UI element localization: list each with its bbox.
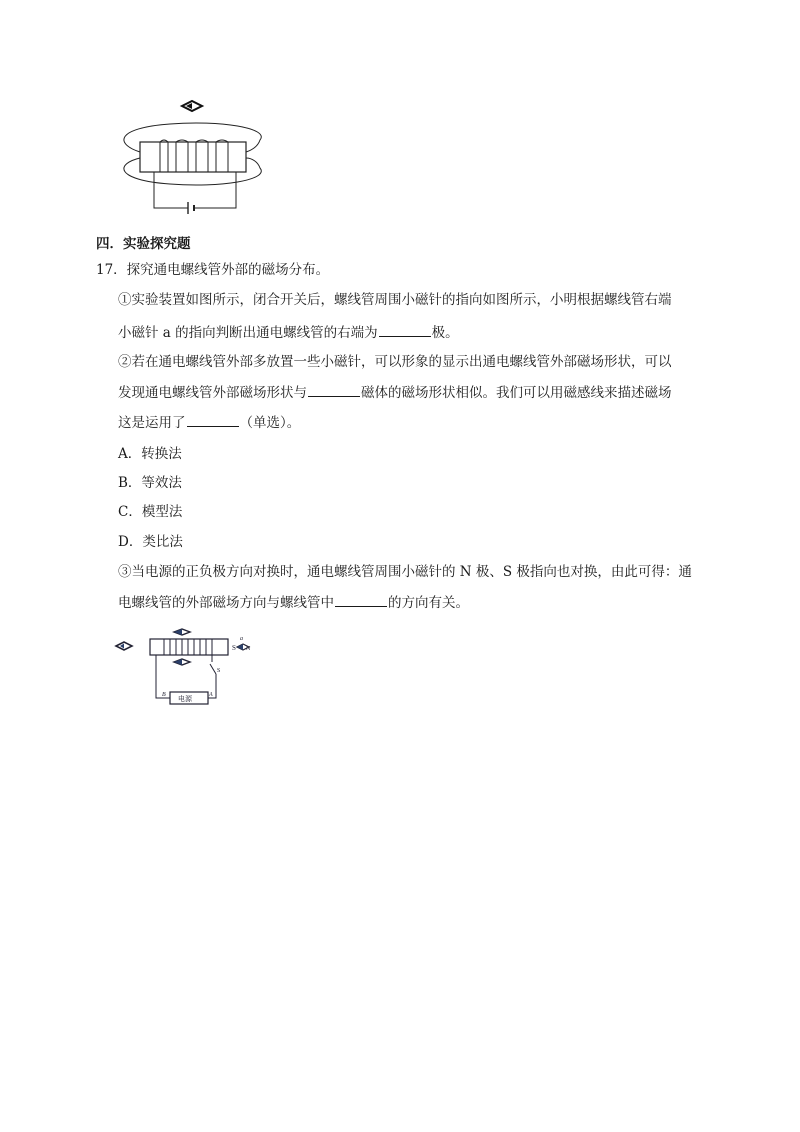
label-A: A [209,692,213,698]
part2-line2-end: 磁体的磁场形状相似。我们可以用磁感线来描述磁场 [361,385,672,401]
part2-line1: ②若在通电螺线管外部多放置一些小磁针，可以形象的显示出通电螺线管外部磁场形状，可以 [118,354,672,370]
label-b: B [162,692,166,698]
label-a: a [240,636,243,642]
option-d[interactable]: D．类比法 [118,534,183,550]
switch [210,664,216,674]
part2-line2-text: 发现通电螺线管外部磁场形状与 [118,385,307,401]
label-n: N [246,646,251,652]
solenoid-circuit-figure [112,624,252,710]
part2-line2 [118,382,672,403]
question-stem: 17．探究通电螺线管外部的磁场分布。 [96,262,330,278]
power-supply-label: 电源 [178,695,192,703]
part1-line2-end: 极。 [431,325,459,341]
answer-blank-3[interactable] [187,412,239,427]
circuit-wire [154,172,236,208]
part3-line2-text: 电螺线管的外部磁场方向与螺线管中 [118,595,334,611]
option-a[interactable]: A．转换法 [118,446,182,462]
option-c[interactable]: C．模型法 [118,504,183,520]
part1-line2 [118,322,459,343]
part1-line2-text: 小磁针 a 的指向判断出通电螺线管的右端为 [118,325,378,341]
part3-line2-end: 的方向有关。 [388,595,469,611]
svg-text:S: S [217,668,221,674]
part3-line2 [118,592,469,613]
section-heading: 四．实验探究题 [96,236,191,252]
part2-line3-end: （单选）。 [239,415,301,431]
part2-line3 [118,412,300,433]
option-b[interactable]: B．等效法 [118,475,182,491]
answer-blank-2[interactable] [308,382,360,397]
part1-line1: ①实验装置如图所示，闭合开关后，螺线管周围小磁针的指向如图所示，小明根据螺线管右端 [118,292,672,308]
answer-blank-4[interactable] [335,592,387,607]
solenoid-body [140,142,246,172]
solenoid-body [150,639,228,655]
answer-blank-1[interactable] [379,322,431,337]
part3-line1: ③当电源的正负极方向对换时，通电螺线管周围小磁针的 N 极、S 极指向也对换，由此可得：通 [118,564,692,580]
solenoid-field-figure [110,92,270,218]
part2-line3-text: 这是运用了 [118,415,186,431]
label-s: S [232,644,236,652]
